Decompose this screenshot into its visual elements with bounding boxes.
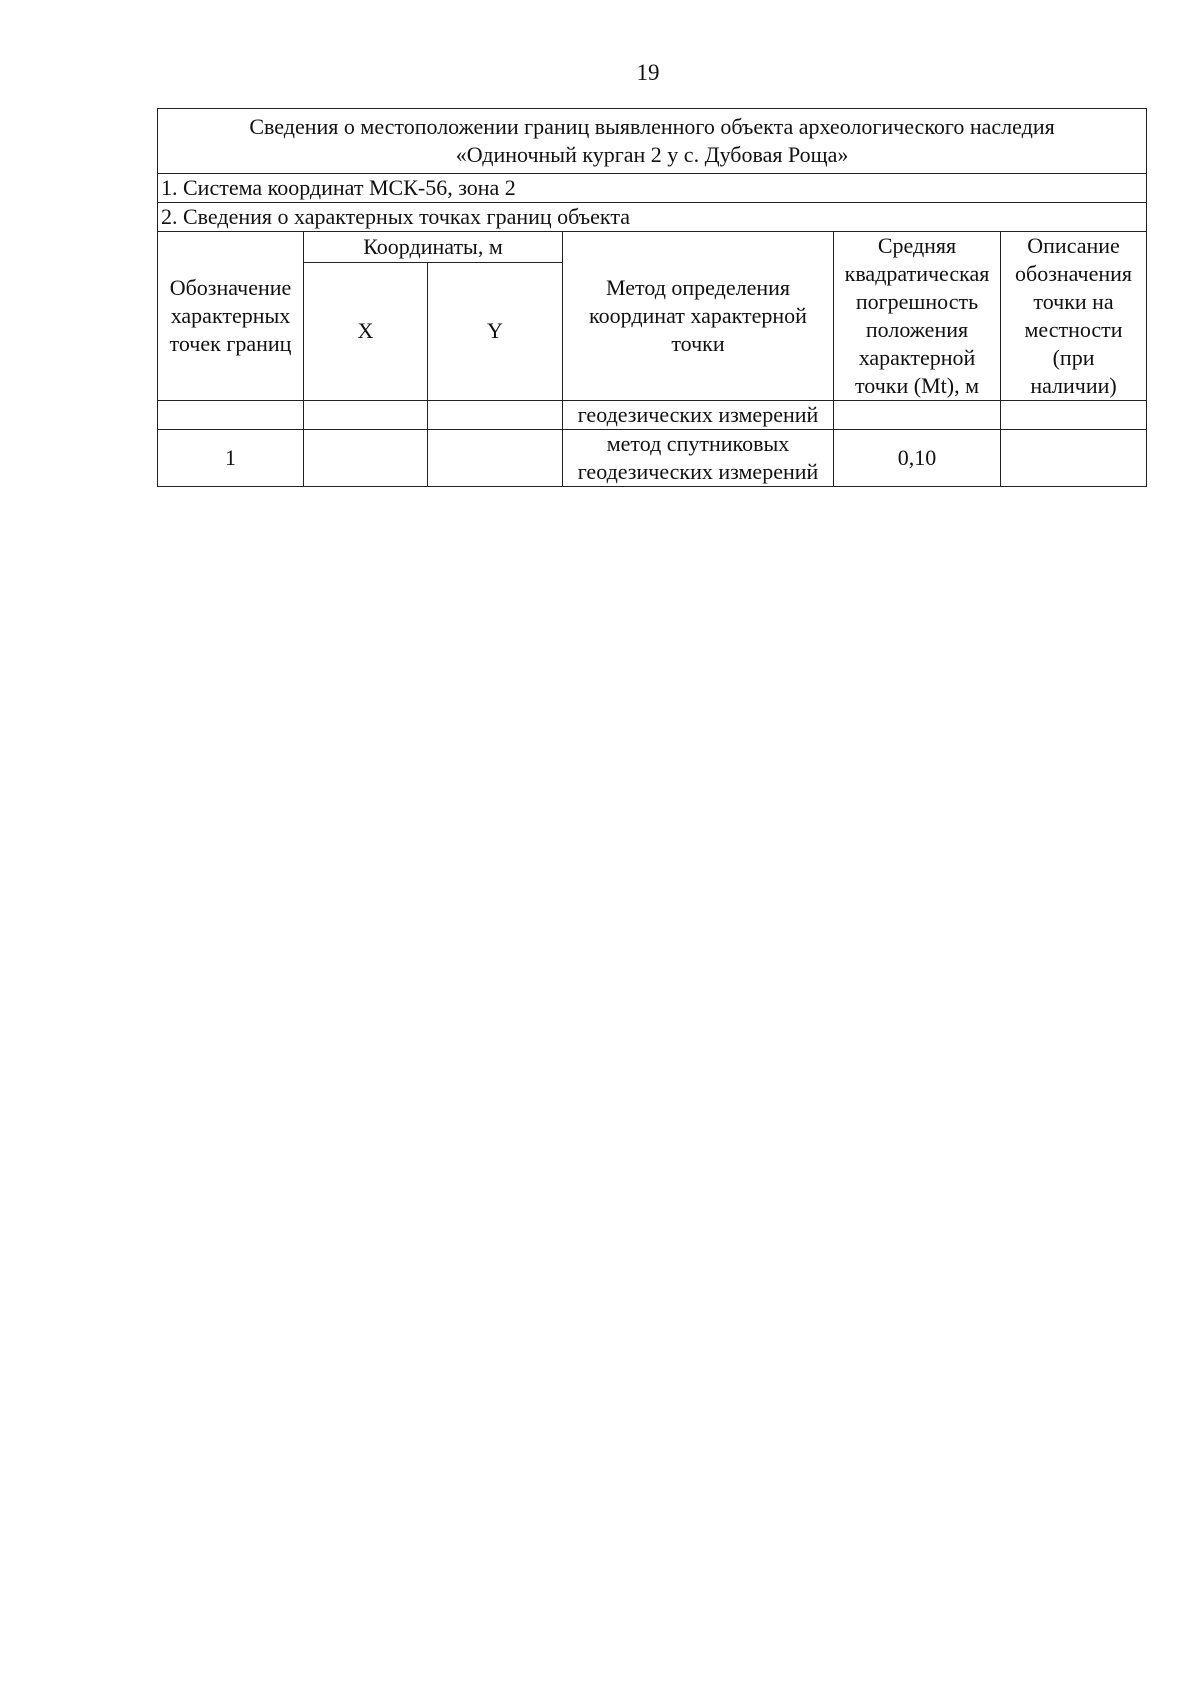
cell-accuracy xyxy=(834,401,1001,430)
table-title-line-2: «Одиночный курган 2 у с. Дубовая Роща» xyxy=(455,142,849,167)
header-y: Y xyxy=(428,262,563,400)
header-x: X xyxy=(304,262,428,400)
table-title-row xyxy=(158,109,1147,174)
coordinate-system-row xyxy=(158,174,1147,203)
header-method: Метод определения координат характерной точки xyxy=(563,232,834,401)
header-coordinates: Координаты, м xyxy=(304,232,563,263)
header-description: Описание обозначения точки на местности (при наличии) xyxy=(1001,232,1147,401)
header-accuracy: Средняя квадратическая погрешность положения характерной точки (Mt), м xyxy=(834,232,1001,401)
cell-y xyxy=(428,401,563,430)
header-row-1 xyxy=(158,232,1147,263)
table-row xyxy=(158,401,1147,430)
section-row xyxy=(158,203,1147,232)
cell-y xyxy=(428,430,563,487)
section-heading-text: 2. Сведения о характерных точках границ объекта xyxy=(158,203,1147,232)
cell-method: геодезических измерений xyxy=(563,401,834,430)
boundary-points-table xyxy=(157,108,1147,487)
cell-accuracy: 0,10 xyxy=(834,430,1001,487)
table-title-line-1: Сведения о местоположении границ выявленного объекта археологического наследия xyxy=(249,114,1055,139)
cell-method: метод спутниковых геодезических измерений xyxy=(563,430,834,487)
table-row xyxy=(158,430,1147,487)
cell-designation: 1 xyxy=(158,430,304,487)
cell-x xyxy=(304,401,428,430)
cell-x xyxy=(304,430,428,487)
table-title xyxy=(158,109,1147,174)
cell-description xyxy=(1001,401,1147,430)
coordinate-system-text: 1. Система координат МСК-56, зона 2 xyxy=(158,174,1147,203)
page-number: 19 xyxy=(636,60,660,85)
header-designation: Обозначение характерных точек границ xyxy=(158,232,304,401)
cell-designation xyxy=(158,401,304,430)
cell-description xyxy=(1001,430,1147,487)
